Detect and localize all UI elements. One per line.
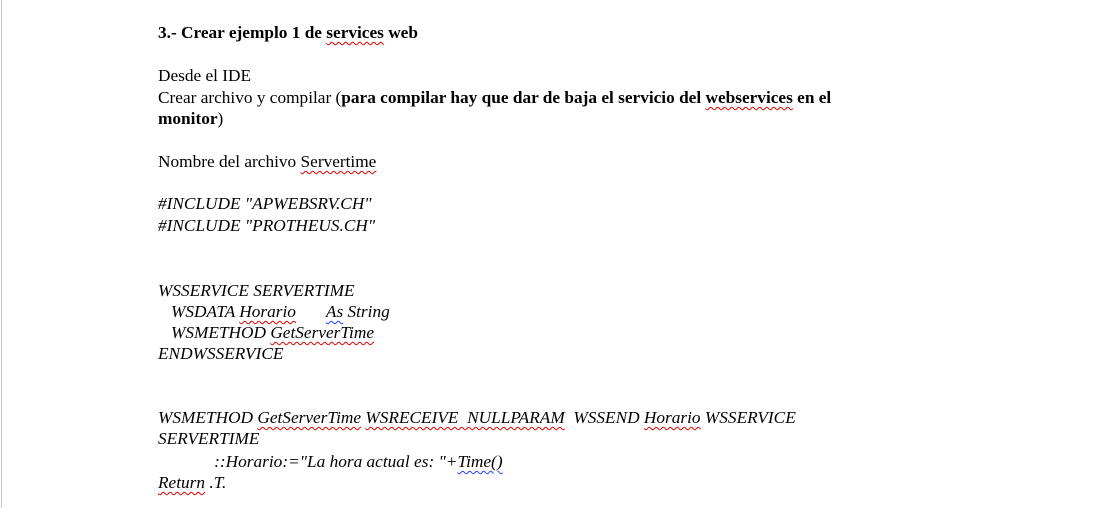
- wsmethod-keyword: WSMETHOD: [158, 323, 271, 342]
- spellcheck-word[interactable]: Return: [158, 473, 206, 492]
- spellcheck-word[interactable]: Horario: [239, 302, 296, 321]
- include-protheus: #INCLUDE "PROTHEUS.CH": [158, 216, 376, 235]
- include-apwebsrv: #INCLUDE "APWEBSRV.CH": [158, 194, 372, 213]
- filename-line: [158, 151, 376, 172]
- grammar-check-word[interactable]: Time(): [457, 452, 503, 471]
- compile-note-bold: para compilar hay que dar de baja el servicio del: [341, 88, 706, 107]
- servertime-line: SERVERTIME: [158, 429, 260, 448]
- wsservice-keyword: WSSERVICE: [700, 408, 796, 427]
- spellcheck-word[interactable]: GetServerTime: [257, 408, 362, 427]
- wsdata-type: String: [343, 302, 390, 321]
- wsmethod-keyword: WSMETHOD: [158, 408, 258, 427]
- spellcheck-word[interactable]: webservices: [705, 88, 793, 107]
- assign-line: [158, 451, 503, 472]
- wsmethod-decl-line: [158, 322, 374, 343]
- compile-note-bold-end: en el: [792, 88, 832, 107]
- spellcheck-word[interactable]: services: [326, 23, 384, 42]
- wsdata-gap: [296, 302, 326, 321]
- wsdata-line: [158, 301, 390, 322]
- spellcheck-word[interactable]: WSRECEIVE NULLPARAM: [365, 408, 565, 427]
- return-line: [158, 472, 226, 493]
- spellcheck-word[interactable]: GetServerTime: [270, 323, 374, 342]
- endwsservice-line: ENDWSSERVICE: [158, 344, 284, 363]
- return-value: .T.: [205, 473, 227, 492]
- grammar-check-word[interactable]: As: [325, 302, 344, 321]
- intro-line-monitor: [158, 108, 223, 129]
- assign-statement: ::Horario:="La hora actual es: "+: [158, 452, 458, 471]
- monitor-bold: monitor: [158, 109, 218, 128]
- section-heading: [158, 22, 418, 43]
- filename-label: Nombre del archivo: [158, 152, 301, 171]
- wsdata-keyword: WSDATA: [158, 302, 240, 321]
- spellcheck-word[interactable]: Servertime: [300, 152, 377, 171]
- left-page-border: [1, 0, 2, 508]
- heading-text-end: web: [383, 23, 418, 42]
- wsservice-line: WSSERVICE SERVERTIME: [158, 281, 355, 300]
- intro-line-ide: Desde el IDE: [158, 66, 252, 85]
- spellcheck-word[interactable]: Horario: [643, 408, 701, 427]
- heading-text: 3.- Crear ejemplo 1 de: [158, 23, 327, 42]
- compile-text: Crear archivo y compilar (: [158, 88, 342, 107]
- wsmethod-impl-line: [158, 407, 796, 428]
- monitor-close-paren: ): [217, 109, 224, 128]
- intro-line-compile: [158, 87, 831, 108]
- wssend-keyword: WSSEND: [564, 408, 644, 427]
